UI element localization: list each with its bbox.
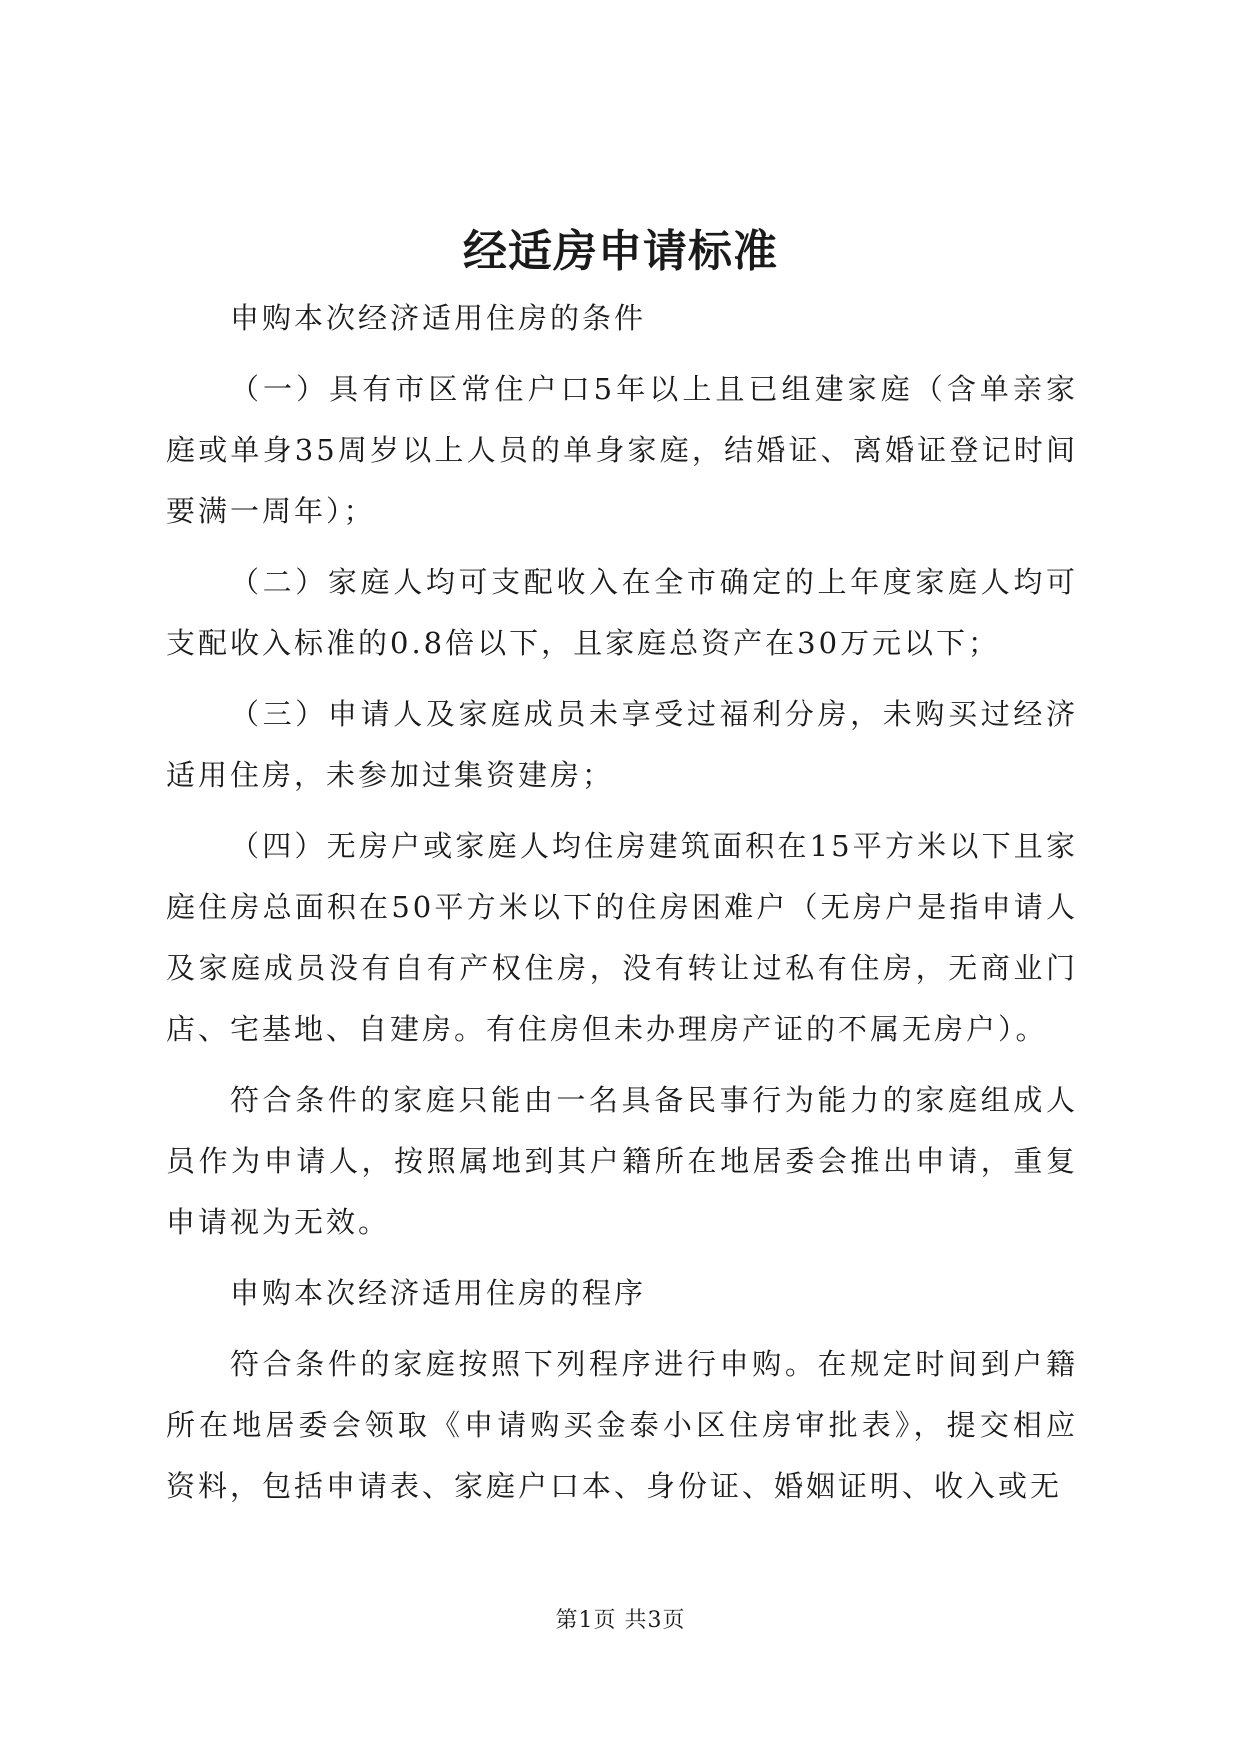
page-footer: 第1页 共3页 xyxy=(555,1608,686,1633)
paragraph-condition-2: （二）家庭人均可支配收入在全市确定的上年度家庭人均可支配收入标准的0.8倍以下，且家庭总资产在30万元以下； xyxy=(166,565,1078,660)
paragraph-applicant-rule: 符合条件的家庭只能由一名具备民事行为能力的家庭组成人员作为申请人，按照属地到其户籍所在地居委会推出申请，重复申请视为无效。 xyxy=(166,1083,1078,1239)
document-title: 经适房申请标准 xyxy=(463,226,778,277)
paragraph-procedure-body: 符合条件的家庭按照下列程序进行申购。在规定时间到户籍所在地居委会领取《申请购买金泰小区住房审批表》，提交相应资料，包括申请表、家庭户口本、身份证、婚姻证明、收入或无 xyxy=(166,1347,1078,1503)
paragraph-condition-4: （四）无房户或家庭人均住房建筑面积在15平方米以下且家庭住房总面积在50平方米以下的住房困难户（无房户是指申请人及家庭成员没有自有产权住房，没有转让过私有住房，无商业门店、宅基地、自建房。有住房但未办理房产证的不属无房户）。 xyxy=(166,829,1078,1046)
paragraph-conditions-heading: 申购本次经济适用住房的条件 xyxy=(230,301,647,335)
paragraph-condition-1: （一）具有市区常住户口5年以上且已组建家庭（含单亲家庭或单身35周岁以上人员的单身家庭，结婚证、离婚证登记时间要满一周年）； xyxy=(166,372,1078,528)
paragraph-condition-3: （三）申请人及家庭成员未享受过福利分房，未购买过经济适用住房，未参加过集资建房； xyxy=(166,697,1078,792)
paragraph-procedure-heading: 申购本次经济适用住房的程序 xyxy=(230,1276,647,1310)
document-body xyxy=(166,288,1078,1527)
